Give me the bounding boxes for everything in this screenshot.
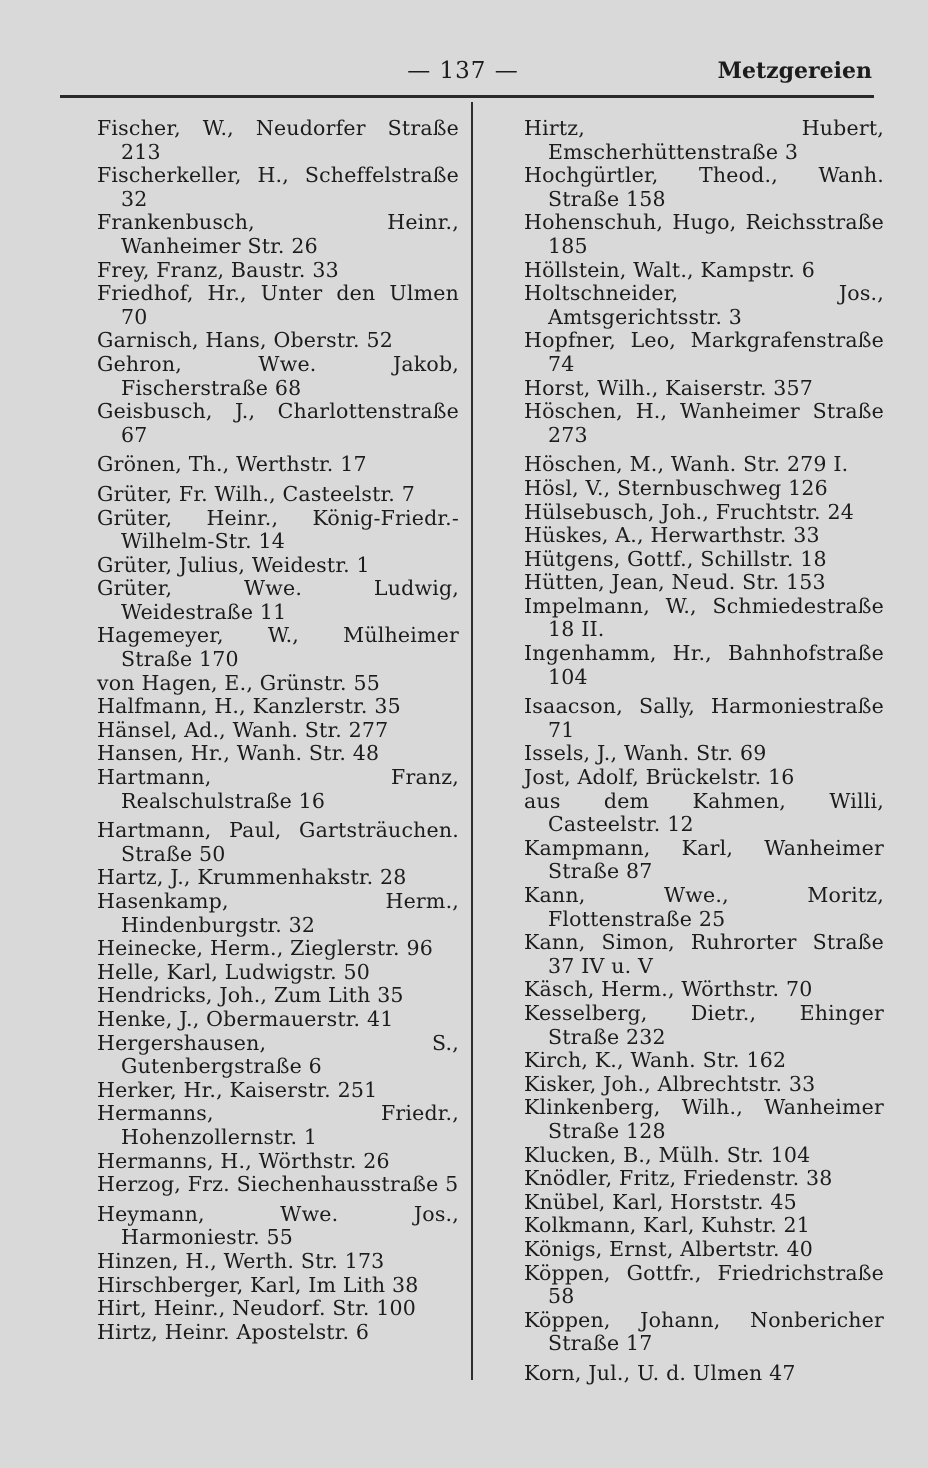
directory-entry: Hirtz, Heinr. Apostelstr. 6 [97, 1319, 370, 1344]
directory-entry: Henke, J., Obermauerstr. 41 [97, 1006, 394, 1031]
directory-entry: Holtschneider, Jos., Amtsgerichtsstr. 3 [524, 281, 884, 329]
directory-entry: Herker, Hr., Kaiserstr. 251 [97, 1077, 378, 1102]
directory-entry: Käsch, Herm., Wörthstr. 70 [524, 977, 813, 1002]
directory-entry: Hermanns, Friedr., Hohenzollernstr. 1 [97, 1101, 459, 1149]
directory-entry: Hendricks, Joh., Zum Lith 35 [97, 983, 404, 1008]
directory-entry: Grüter, Wwe. Ludwig, Weidestraße 11 [97, 576, 459, 624]
directory-entry: Hülsebusch, Joh., Fruchtstr. 24 [524, 499, 854, 524]
directory-entry: Heinecke, Herm., Zieglerstr. 96 [97, 936, 433, 961]
directory-entry: Königs, Ernst, Albertstr. 40 [524, 1236, 813, 1261]
directory-entry: Halfmann, H., Kanzlerstr. 35 [97, 694, 401, 719]
directory-entry: Heymann, Wwe. Jos., Harmoniestr. 55 [97, 1201, 459, 1250]
directory-entry: Höschen, H., Wanheimer Straße 273 [524, 399, 884, 447]
directory-entry: Ingenhamm, Hr., Bahnhofstraße 104 [524, 641, 884, 689]
directory-entry: Frey, Franz, Baustr. 33 [97, 257, 339, 282]
directory-entry: Köppen, Gottfr., Friedrichstraße 58 [524, 1260, 884, 1309]
header-rule [60, 95, 874, 98]
directory-entry: Herzog, Frz. Siechenhausstraße 5 [97, 1172, 459, 1197]
directory-entry: Kann, Simon, Ruhrorter Straße 37 IV u. V [524, 930, 884, 978]
right-column [524, 117, 884, 1385]
directory-entry: Hirtz, Hubert, Emscherhüttenstraße 3 [524, 116, 884, 164]
section-title: Metzgereien [717, 58, 872, 84]
directory-entry: Knübel, Karl, Horststr. 45 [524, 1189, 797, 1214]
directory-entry: Fischerkeller, H., Scheffelstraße 32 [97, 163, 459, 211]
directory-entry: Hagemeyer, W., Mülheimer Straße 170 [97, 623, 459, 672]
directory-entry: Hergershausen, S., Gutenbergstraße 6 [97, 1030, 459, 1079]
directory-entry: Kirch, K., Wanh. Str. 162 [524, 1048, 787, 1073]
directory-entry: Hütgens, Gottf., Schillstr. 18 [524, 546, 827, 571]
directory-entry: Hartmann, Paul, Gartsträuchen. Straße 50 [97, 818, 459, 866]
directory-entry: Grüter, Heinr., König-Friedr.-Wilhelm-Str. 14 [97, 505, 459, 554]
directory-entry: Kesselberg, Dietr., Ehinger Straße 232 [524, 1000, 884, 1049]
directory-entry: Kann, Wwe., Moritz, Flottenstraße 25 [524, 883, 884, 931]
directory-entry: Jost, Adolf, Brückelstr. 16 [524, 765, 795, 790]
directory-entry: Grüter, Fr. Wilh., Casteelstr. 7 [97, 481, 415, 506]
directory-entry: Hasenkamp, Herm., Hindenburgstr. 32 [97, 889, 459, 937]
directory-entry: Garnisch, Hans, Oberstr. 52 [97, 328, 393, 353]
directory-entry: Köppen, Johann, Nonbericher Straße 17 [524, 1307, 884, 1356]
directory-entry: Isaacson, Sally, Harmoniestraße 71 [524, 694, 884, 742]
directory-entry: von Hagen, E., Grünstr. 55 [97, 670, 380, 695]
directory-entry: Hartmann, Franz, Realschulstraße 16 [97, 765, 459, 813]
directory-entry: Hartz, J., Krummenhakstr. 28 [97, 865, 407, 890]
directory-entry: Fischer, W., Neudorfer Straße 213 [97, 116, 459, 164]
directory-entry: Issels, J., Wanh. Str. 69 [524, 741, 767, 766]
directory-entry: Hirschberger, Karl, Im Lith 38 [97, 1272, 419, 1297]
column-divider [471, 102, 473, 1380]
directory-entry: Knödler, Fritz, Friedenstr. 38 [524, 1166, 833, 1191]
directory-entry: Friedhof, Hr., Unter den Ulmen 70 [97, 281, 459, 329]
directory-entry: Höllstein, Walt., Kampstr. 6 [524, 257, 815, 282]
directory-entry: Gehron, Wwe. Jakob, Fischerstraße 68 [97, 351, 459, 400]
directory-entry: Grönen, Th., Werthstr. 17 [97, 452, 367, 477]
directory-entry: Hirt, Heinr., Neudorf. Str. 100 [97, 1296, 416, 1321]
directory-entry: Kampmann, Karl, Wanheimer Straße 87 [524, 835, 884, 884]
directory-entry: Kisker, Joh., Albrechtstr. 33 [524, 1071, 816, 1096]
page-number: — 137 — [407, 58, 519, 84]
directory-entry: Klucken, B., Mülh. Str. 104 [524, 1142, 811, 1167]
directory-entry: Klinkenberg, Wilh., Wanheimer Straße 128 [524, 1095, 884, 1143]
directory-entry: Frankenbusch, Heinr., Wanheimer Str. 26 [97, 210, 459, 258]
directory-entry: Kolkmann, Karl, Kuhstr. 21 [524, 1213, 811, 1238]
directory-entry: Geisbusch, J., Charlottenstraße 67 [97, 399, 459, 447]
directory-entry: Hinzen, H., Werth. Str. 173 [97, 1248, 385, 1273]
directory-entry: Hansen, Hr., Wanh. Str. 48 [97, 741, 380, 766]
directory-entry: Horst, Wilh., Kaiserstr. 357 [524, 375, 813, 400]
directory-entry: Hösl, V., Sternbuschweg 126 [524, 475, 828, 500]
directory-entry: Hänsel, Ad., Wanh. Str. 277 [97, 717, 389, 742]
directory-entry: Grüter, Julius, Weidestr. 1 [97, 552, 370, 577]
directory-entry: Hochgürtler, Theod., Wanh. Straße 158 [524, 163, 884, 211]
directory-entry: Höschen, M., Wanh. Str. 279 I. [524, 452, 849, 477]
directory-entry: Korn, Jul., U. d. Ulmen 47 [524, 1360, 796, 1385]
left-column [97, 117, 459, 1344]
directory-entry: Helle, Karl, Ludwigstr. 50 [97, 959, 371, 984]
directory-entry: aus dem Kahmen, Willi, Casteelstr. 12 [524, 788, 884, 837]
directory-entry: Hüskes, A., Herwarthstr. 33 [524, 523, 820, 548]
directory-entry: Hopfner, Leo, Markgrafenstraße 74 [524, 328, 884, 376]
directory-entry: Impelmann, W., Schmiedestraße 18 II. [524, 593, 884, 642]
page-header [0, 0, 928, 100]
directory-entry: Hermanns, H., Wörthstr. 26 [97, 1148, 390, 1173]
directory-entry: Hohenschuh, Hugo, Reichsstraße 185 [524, 210, 884, 258]
directory-entry: Hütten, Jean, Neud. Str. 153 [524, 570, 826, 595]
